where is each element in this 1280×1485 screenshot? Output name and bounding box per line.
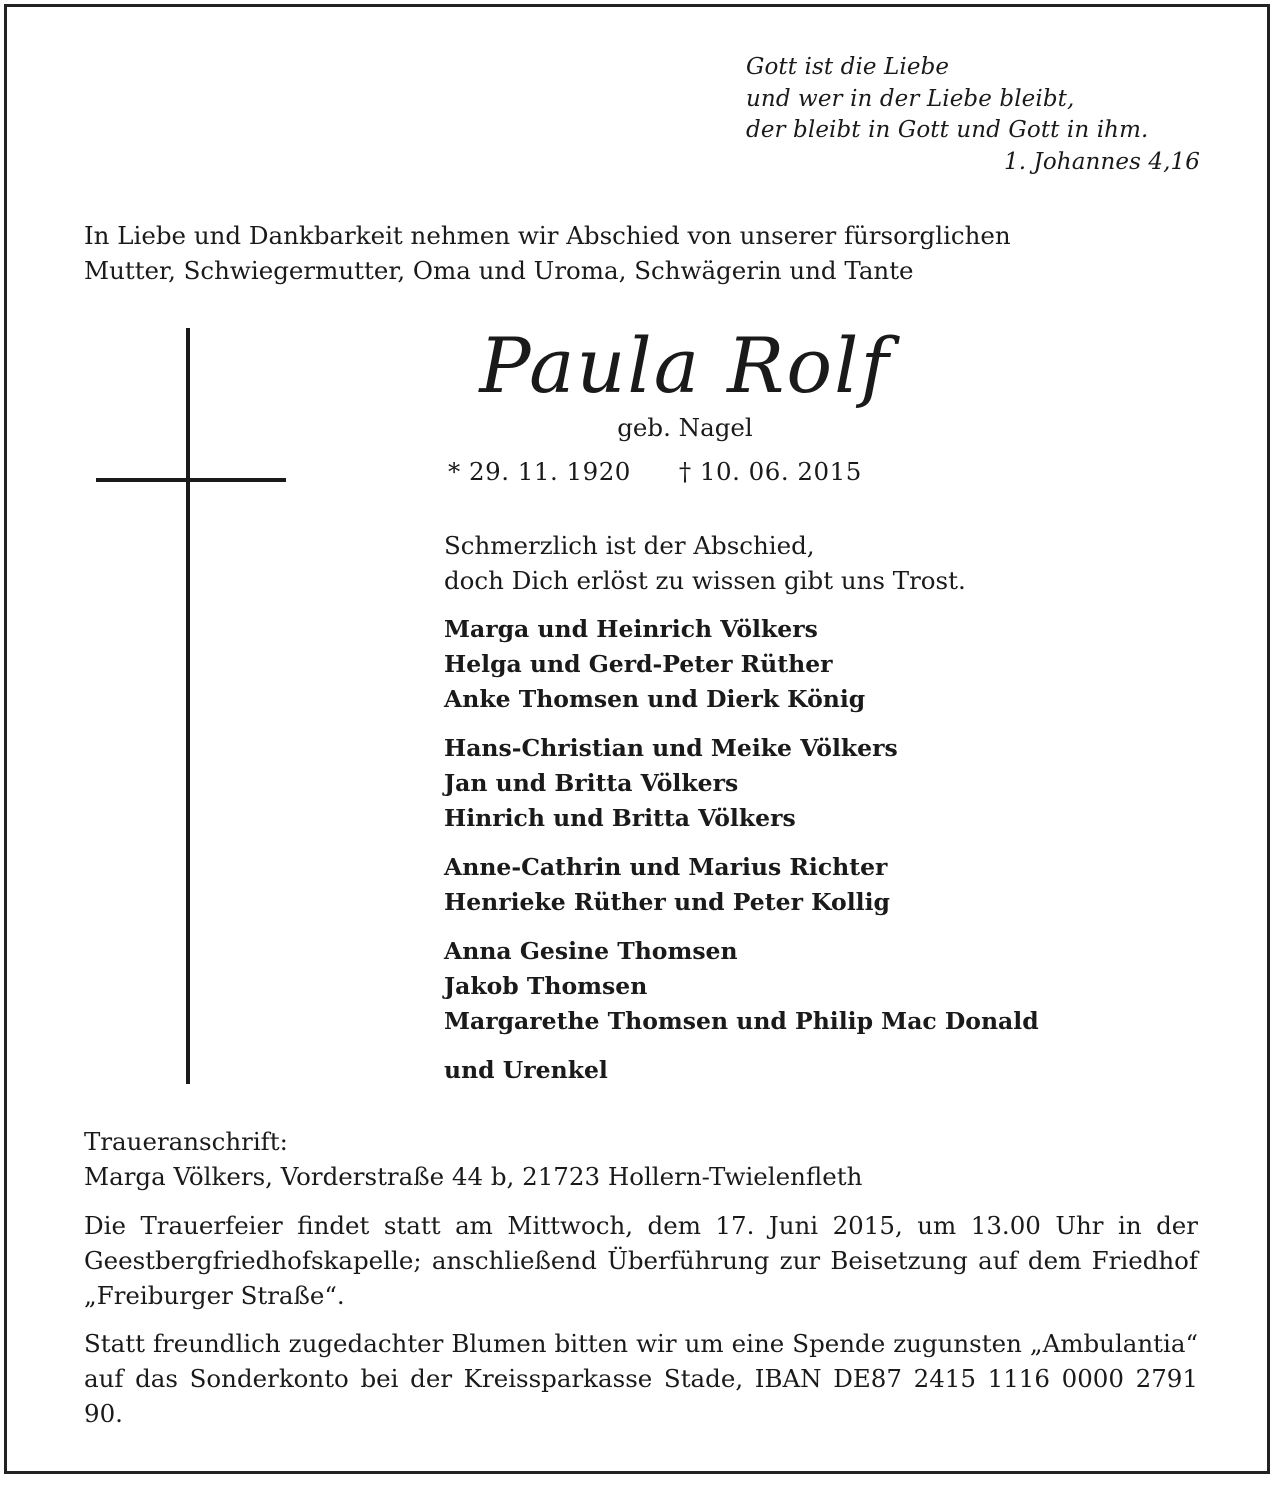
verse-line: der bleibt in Gott und Gott in ihm.: [746, 117, 1149, 143]
address-label: Traueranschrift:: [84, 1127, 288, 1156]
bible-verse: [746, 52, 1200, 178]
cross-icon-bar: [96, 478, 286, 482]
funeral-info: Die Trauerfeier findet statt am Mittwoch, dem 17. Juni 2015, um 13.00 Uhr in der Geestbergfriedhofskapelle; anschließend Überführung zur Beisetzung auf dem Friedhof „Freiburger Straße“.: [84, 1211, 1198, 1310]
verse-line: und wer in der Liebe bleibt,: [746, 85, 1075, 112]
birth-name: geb. Nagel: [617, 413, 753, 442]
life-dates: [448, 454, 862, 490]
mourner-group: [444, 731, 1039, 836]
cross-icon: [186, 328, 190, 1084]
poem: [444, 528, 966, 598]
address-value: Marga Völkers, Vorderstraße 44 b, 21723 Hollern-Twielenfleth: [84, 1162, 863, 1191]
mourner-name: Hans-Christian und Meike Völkers: [444, 734, 898, 762]
deceased-name: Paula Rolf: [479, 321, 891, 410]
mourner-name: Henrieke Rüther und Peter Kollig: [444, 888, 890, 916]
death-date: † 10. 06. 2015: [678, 457, 862, 486]
mourner-name: Anna Gesine Thomsen: [444, 937, 738, 965]
birth-date: * 29. 11. 1920: [448, 457, 631, 486]
mourners-list: [444, 612, 1039, 1102]
donation-info: Statt freundlich zugedachter Blumen bitten wir um eine Spende zugunsten „Ambulantia“ auf das Sonderkonto bei der Kreissparkasse Stade, IBAN DE87 2415 1116 0000 2791 90.: [84, 1329, 1198, 1428]
mourner-group: [444, 1053, 1039, 1088]
poem-line: Schmerzlich ist der Abschied,: [444, 531, 815, 560]
mourner-name: Margarethe Thomsen und Philip Mac Donald: [444, 1007, 1039, 1035]
intro-line: Mutter, Schwiegermutter, Oma und Uroma, Schwägerin und Tante: [84, 256, 914, 285]
intro-line: In Liebe und Dankbarkeit nehmen wir Abschied von unserer fürsorglichen: [84, 221, 1011, 250]
mourner-group: [444, 612, 1039, 717]
mourner-name: Anne-Cathrin und Marius Richter: [444, 853, 888, 881]
verse-line: Gott ist die Liebe: [746, 54, 950, 80]
intro-text: [84, 218, 1198, 288]
mourner-name: Jakob Thomsen: [444, 972, 648, 1000]
mourner-name: und Urenkel: [444, 1056, 608, 1084]
mourning-address: [84, 1124, 1198, 1194]
mourner-name: Jan und Britta Völkers: [444, 769, 739, 797]
poem-line: doch Dich erlöst zu wissen gibt uns Trost.: [444, 566, 966, 595]
mourner-name: Marga und Heinrich Völkers: [444, 615, 818, 643]
mourner-group: [444, 850, 1039, 920]
mourner-name: Hinrich und Britta Völkers: [444, 804, 796, 832]
verse-reference: 1. Johannes 4,16: [1003, 148, 1200, 175]
mourner-name: Helga und Gerd-Peter Rüther: [444, 650, 833, 678]
mourner-group: [444, 934, 1039, 1039]
mourner-name: Anke Thomsen und Dierk König: [444, 685, 866, 713]
